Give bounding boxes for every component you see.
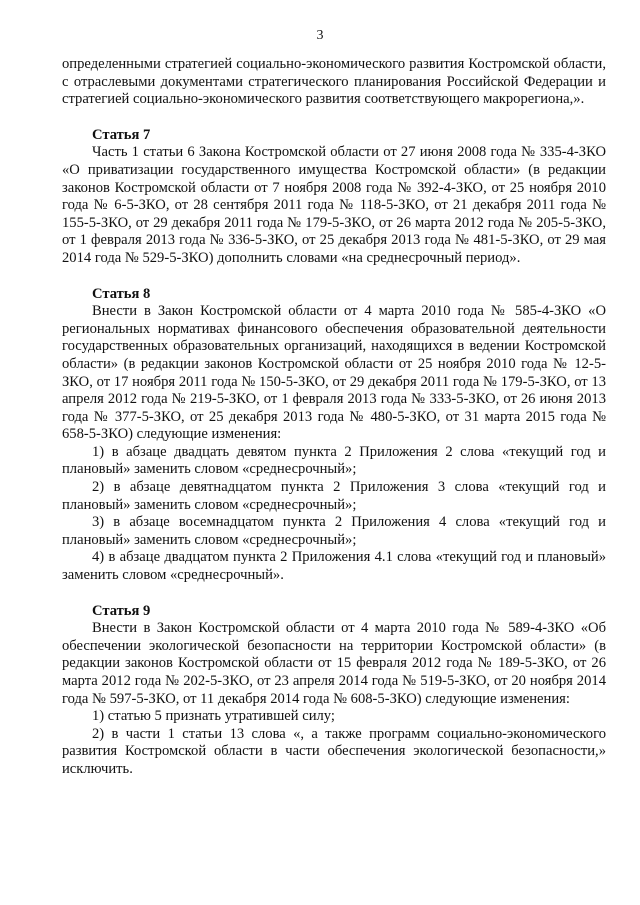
list-item: 2) в абзаце девятнадцатом пункта 2 Приложения 3 слова «текущий год и плановый» заменить словом «среднесрочный»;: [62, 479, 606, 513]
article-paragraph: Внести в Закон Костромской области от 4 марта 2010 года № 585-4-ЗКО «О региональных нормативах финансового обеспечения образовательной деятельности государственных образовательных организаций, находящихся в ведении Костромской области» (в редакции законов Костромской области от 25 ноября 2010 года № 12-5-ЗКО, от 17 ноября 2011 года № 150-5-ЗКО, от 29 декабря 2011 года № 179-5-ЗКО, от 13 апреля 2012 года № 219-5-ЗКО, от 1 февраля 2013 года № 333-5-ЗКО, от 26 июня 2013 года № 377-5-ЗКО, от 25 декабря 2013 года № 480-5-ЗКО, от 31 марта 2015 года № 658-5-ЗКО) следующие изменения:: [62, 303, 606, 443]
page-number: 3: [316, 28, 324, 43]
article-heading: Статья 9: [92, 602, 151, 619]
list-item: 1) в абзаце двадцать девятом пункта 2 Приложения 2 слова «текущий год и плановый» заменить словом «среднесрочный»;: [62, 443, 606, 478]
list-item: 1) статью 5 признать утратившей силу;: [92, 708, 335, 725]
article-paragraph: Часть 1 статьи 6 Закона Костромской области от 27 июня 2008 года № 335-4-ЗКО «О приватизации государственного имущества Костромской области» (в редакции законов Костромской области от 7 ноября 2008 года № 392-4-ЗКО, от 25 ноября 2010 года № 6-5-ЗКО, от 28 сентября 2011 года № 118-5-ЗКО, от 21 декабря 2011 года № 155-5-ЗКО, от 29 декабря 2011 года № 179-5-ЗКО, от 26 марта 2012 года № 205-5-ЗКО, от 1 февраля 2013 года № 336-5-ЗКО, от 25 декабря 2013 года № 481-5-ЗКО, от 29 мая 2014 года № 529-5-ЗКО) дополнить словами «на среднесрочный период».: [62, 144, 606, 266]
list-item: 3) в абзаце восемнадцатом пункта 2 Приложения 4 слова «текущий год и плановый» заменить словом «среднесрочный»;: [62, 514, 606, 548]
article-heading: Статья 7: [92, 126, 151, 143]
article-9: [62, 603, 606, 779]
list-item: 4) в абзаце двадцатом пункта 2 Приложения 4.1 слова «текущий год и плановый» заменить словом «среднесрочный».: [62, 549, 606, 584]
document-body: [62, 56, 606, 779]
list-item: 2) в части 1 статьи 13 слова «, а также программ социально-экономического развития Костромской области в части обеспечения экологической безопасности,» исключить.: [62, 725, 606, 777]
article-paragraph: Внести в Закон Костромской области от 4 марта 2010 года № 589-4-ЗКО «Об обеспечении экологической безопасности на территории Костромской области» (в редакции законов Костромской области от 15 февраля 2012 года № 189-5-ЗКО, от 26 марта 2012 года № 202-5-ЗКО, от 23 апреля 2014 года № 519-5-ЗКО, от 20 ноября 2014 года № 597-5-ЗКО, от 11 декабря 2014 года № 608-5-ЗКО) следующие изменения:: [62, 620, 606, 707]
article-8: [62, 286, 606, 585]
article-7: [62, 127, 606, 268]
intro-paragraph: определенными стратегией социально-экономического развития Костромской области, с отраслевыми документами стратегического планирования Российской Федерации и стратегией социально-экономического развития соответствующего макрорегиона,».: [62, 56, 606, 108]
article-heading: Статья 8: [92, 285, 151, 302]
